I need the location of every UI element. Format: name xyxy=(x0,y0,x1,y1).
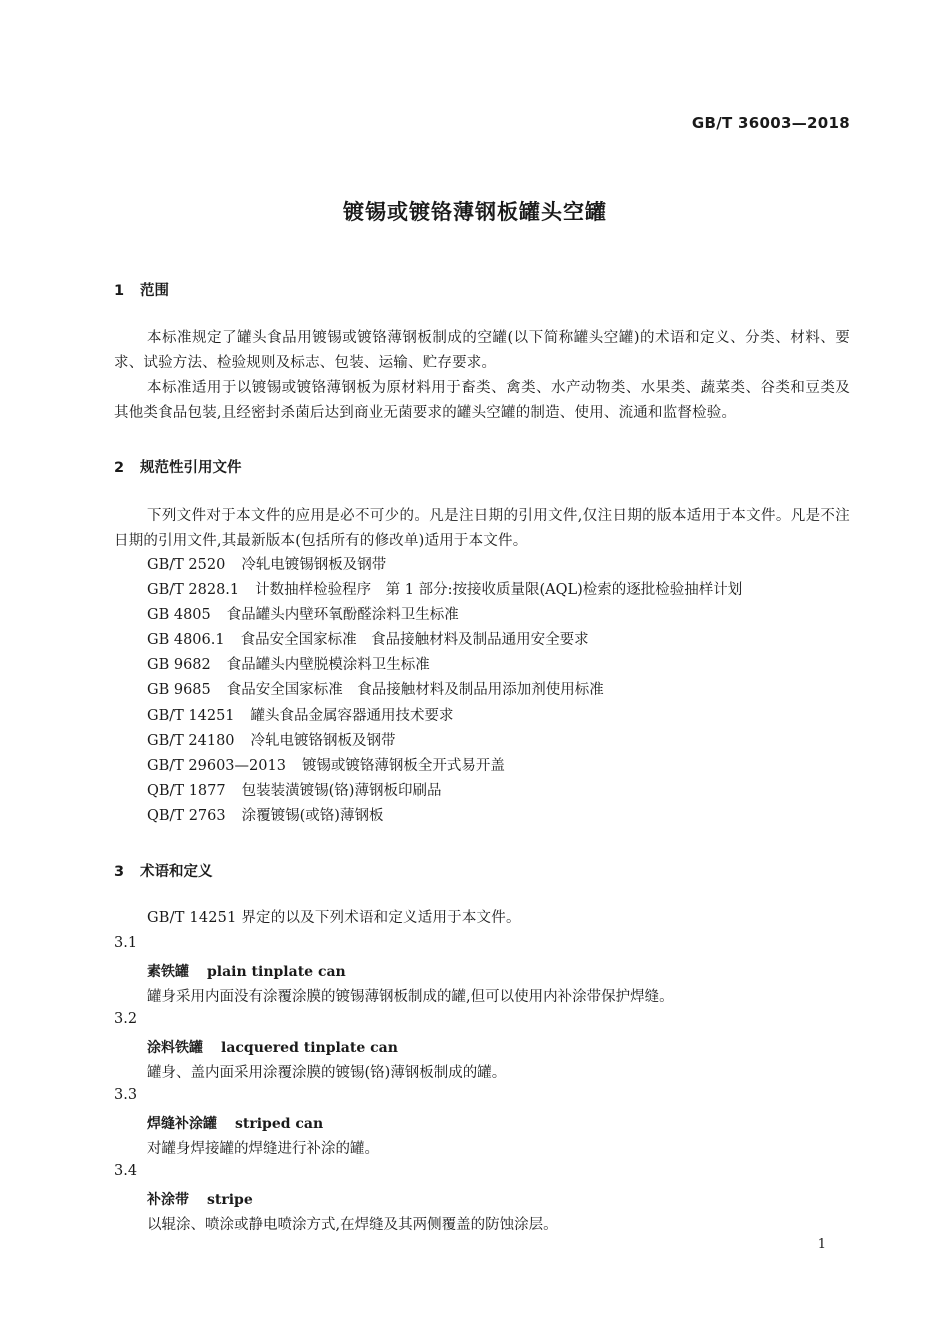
reference-title: 食品安全国家标准 食品接触材料及制品通用安全要求 xyxy=(240,632,589,648)
term-name xyxy=(147,961,346,981)
terms-intro: GB/T 14251 界定的以及下列术语和定义适用于本文件。 xyxy=(147,910,521,926)
reference-code: GB 4806.1 xyxy=(147,632,225,648)
reference-item xyxy=(147,628,589,653)
section-heading-scope xyxy=(114,279,169,300)
reference-code: QB/T 1877 xyxy=(147,783,226,799)
reference-item xyxy=(147,603,459,628)
reference-item xyxy=(147,754,505,779)
term-name-zh: 素铁罐 xyxy=(147,964,189,980)
term-name-en: striped can xyxy=(235,1116,324,1132)
reference-item xyxy=(147,653,430,678)
term-name-en: plain tinplate can xyxy=(207,964,346,980)
scope-paragraph: 本标准适用于以镀锡或镀铬薄钢板为原材料用于畜类、禽类、水产动物类、水果类、蔬菜类、谷类和豆类及其他类食品包装,且经密封杀菌后达到商业无菌要求的罐头空罐的制造、使用、流通和监督检验。 xyxy=(114,380,850,421)
references-intro: 下列文件对于本文件的应用是必不可少的。凡是注日期的引用文件,仅注日期的版本适用于本文件。凡是不注日期的引用文件,其最新版本(包括所有的修改单)适用于本文件。 xyxy=(114,508,850,549)
reference-title: 食品安全国家标准 食品接触材料及制品用添加剂使用标准 xyxy=(226,682,604,698)
section-title: 规范性引用文件 xyxy=(140,460,242,476)
reference-title: 冷轧电镀锡钢板及钢带 xyxy=(241,557,387,573)
section-number: 2 xyxy=(114,460,125,476)
term-number: 3.2 xyxy=(114,1011,138,1027)
reference-title: 罐头食品金属容器通用技术要求 xyxy=(250,708,454,724)
document-title: 镀锡或镀铬薄钢板罐头空罐 xyxy=(343,200,607,224)
page-number: 1 xyxy=(817,1237,826,1252)
term-number: 3.4 xyxy=(114,1163,138,1179)
reference-title: 涂覆镀锡(或铬)薄钢板 xyxy=(241,808,384,824)
section-heading-terms-definitions xyxy=(114,860,213,881)
term-name-zh: 涂料铁罐 xyxy=(147,1040,203,1056)
term-number: 3.1 xyxy=(114,935,138,951)
term-name-zh: 补涂带 xyxy=(147,1192,189,1208)
term-definition: 对罐身焊接罐的焊缝进行补涂的罐。 xyxy=(147,1141,379,1157)
section-heading-normative-references xyxy=(114,456,242,477)
term-name-en: lacquered tinplate can xyxy=(221,1040,398,1056)
scope-paragraph: 本标准规定了罐头食品用镀锡或镀铬薄钢板制成的空罐(以下简称罐头空罐)的术语和定义、分类、材料、要求、试验方法、检验规则及标志、包装、运输、贮存要求。 xyxy=(114,330,850,371)
reference-code: GB/T 2520 xyxy=(147,557,226,573)
reference-code: QB/T 2763 xyxy=(147,808,226,824)
reference-item xyxy=(147,553,386,578)
reference-code: GB 9682 xyxy=(147,657,211,673)
section-title: 术语和定义 xyxy=(140,864,213,880)
term-definition: 罐身采用内面没有涂覆涂膜的镀锡薄钢板制成的罐,但可以使用内补涂带保护焊缝。 xyxy=(147,989,674,1005)
reference-item xyxy=(147,779,441,804)
reference-item xyxy=(147,704,454,729)
section-number: 3 xyxy=(114,864,125,880)
reference-title: 食品罐头内壁脱模涂料卫生标准 xyxy=(226,657,430,673)
reference-item xyxy=(147,804,383,829)
reference-code: GB/T 29603—2013 xyxy=(147,758,286,774)
reference-code: GB/T 14251 xyxy=(147,708,235,724)
term-name xyxy=(147,1113,323,1133)
term-definition: 罐身、盖内面采用涂覆涂膜的镀锡(铬)薄钢板制成的罐。 xyxy=(147,1065,507,1081)
reference-item xyxy=(147,678,604,703)
reference-title: 镀锡或镀铬薄钢板全开式易开盖 xyxy=(301,758,505,774)
reference-item xyxy=(147,729,396,754)
term-name-en: stripe xyxy=(207,1192,253,1208)
section-number: 1 xyxy=(114,283,125,299)
reference-title: 计数抽样检验程序 第 1 部分:按接收质量限(AQL)检索的逐批检验抽样计划 xyxy=(255,582,743,598)
term-definition: 以辊涂、喷涂或静电喷涂方式,在焊缝及其两侧覆盖的防蚀涂层。 xyxy=(147,1217,558,1233)
reference-code: GB 4805 xyxy=(147,607,211,623)
term-name xyxy=(147,1037,398,1057)
reference-code: GB/T 24180 xyxy=(147,733,235,749)
section-title: 范围 xyxy=(140,283,169,299)
term-name xyxy=(147,1189,253,1209)
reference-item xyxy=(147,578,742,603)
reference-title: 冷轧电镀铬钢板及钢带 xyxy=(250,733,396,749)
reference-code: GB/T 2828.1 xyxy=(147,582,240,598)
term-number: 3.3 xyxy=(114,1087,138,1103)
reference-code: GB 9685 xyxy=(147,682,211,698)
standard-code: GB/T 36003—2018 xyxy=(691,114,850,132)
term-name-zh: 焊缝补涂罐 xyxy=(147,1116,217,1132)
reference-title: 包装装潢镀锡(铬)薄钢板印刷品 xyxy=(241,783,442,799)
reference-title: 食品罐头内壁环氧酚醛涂料卫生标准 xyxy=(226,607,459,623)
